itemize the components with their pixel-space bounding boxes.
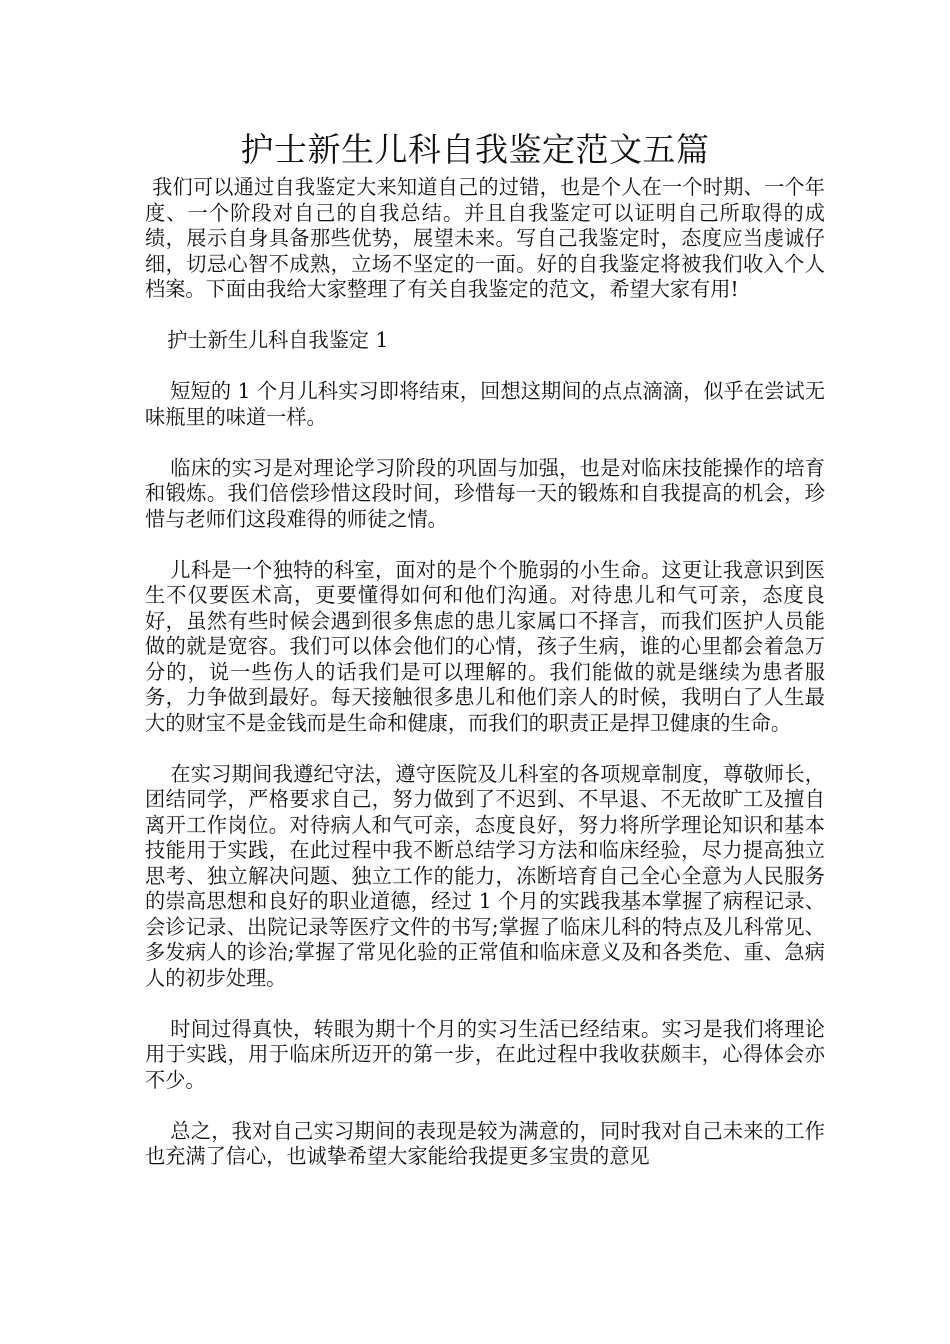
body-paragraph-5: 时间过得真快，转眼为期十个月的实习生活已经结束。实习是我们将理论用于实践，用于临床所迈开的第一步，在此过程中我收获颇丰，心得体会亦不少。 — [145, 1016, 825, 1092]
intro-paragraph: 我们可以通过自我鉴定大来知道自己的过错，也是个人在一个时期、一个年度、一个阶段对自己的自我总结。并且自我鉴定可以证明自己所取得的成绩，展示自身具备那些优势，展望未来。写自己我鉴定时，态度应当虔诚仔细，切忌心智不成熟，立场不坚定的一面。好的自我鉴定将被我们收入个人档案。下面由我给大家整理了有关自我鉴定的范文，希望大家有用! — [145, 175, 825, 301]
body-paragraph-1: 短短的 1 个月儿科实习即将结束，回想这期间的点点滴滴，似乎在尝试无味瓶里的味道一样。 — [145, 379, 825, 429]
body-paragraph-3: 儿科是一个独特的科室，面对的是个个脆弱的小生命。这更让我意识到医生不仅要医术高，更要懂得如何和他们沟通。对待患儿和气可亲，态度良好，虽然有些时候会遇到很多焦虑的患儿家属口不择言，而我们医护人员能做的就是宽容。我们可以体会他们的心情，孩子生病，谁的心里都会着急万分的，说一些伤人的话我们是可以理解的。我们能做的就是继续为患者服务，力争做到最好。每天接触很多患儿和他们亲人的时候，我明白了人生最大的财宝不是金钱而是生命和健康，而我们的职责正是捍卫健康的生命。 — [145, 557, 825, 735]
document-body — [145, 175, 825, 1195]
body-paragraph-6: 总之，我对自己实习期间的表现是较为满意的，同时我对自己未来的工作也充满了信心，也诚挚希望大家能给我提更多宝贵的意见 — [145, 1118, 825, 1168]
body-paragraph-4: 在实习期间我遵纪守法，遵守医院及儿科室的各项规章制度，尊敬师长，团结同学，严格要求自己，努力做到了不迟到、不早退、不无故旷工及擅自离开工作岗位。对待病人和气可亲，态度良好，努力将所学理论知识和基本技能用于实践，在此过程中我不断总结学习方法和临床经验，尽力提高独立思考、独立解决问题、独立工作的能力，冻断培育自己全心全意为人民服务的崇高思想和良好的职业道德，经过 1 个月的实践我基本掌握了病程记录、会诊记录、出院记录等医疗文件的书写;掌握了临床儿科的特点及儿科常见、多发病人的诊治;掌握了常见化验的正常值和临床意义及和各类危、重、急病人的初步处理。 — [145, 761, 825, 990]
body-paragraph-2: 临床的实习是对理论学习阶段的巩固与加强，也是对临床技能操作的培育和锻炼。我们倍偿珍惜这段时间，珍惜每一天的锻炼和自我提高的机会，珍惜与老师们这段难得的师徒之情。 — [145, 455, 825, 531]
section-heading: 护士新生儿科自我鉴定 1 — [167, 328, 389, 352]
document-title: 护士新生儿科自我鉴定范文五篇 — [240, 130, 710, 169]
